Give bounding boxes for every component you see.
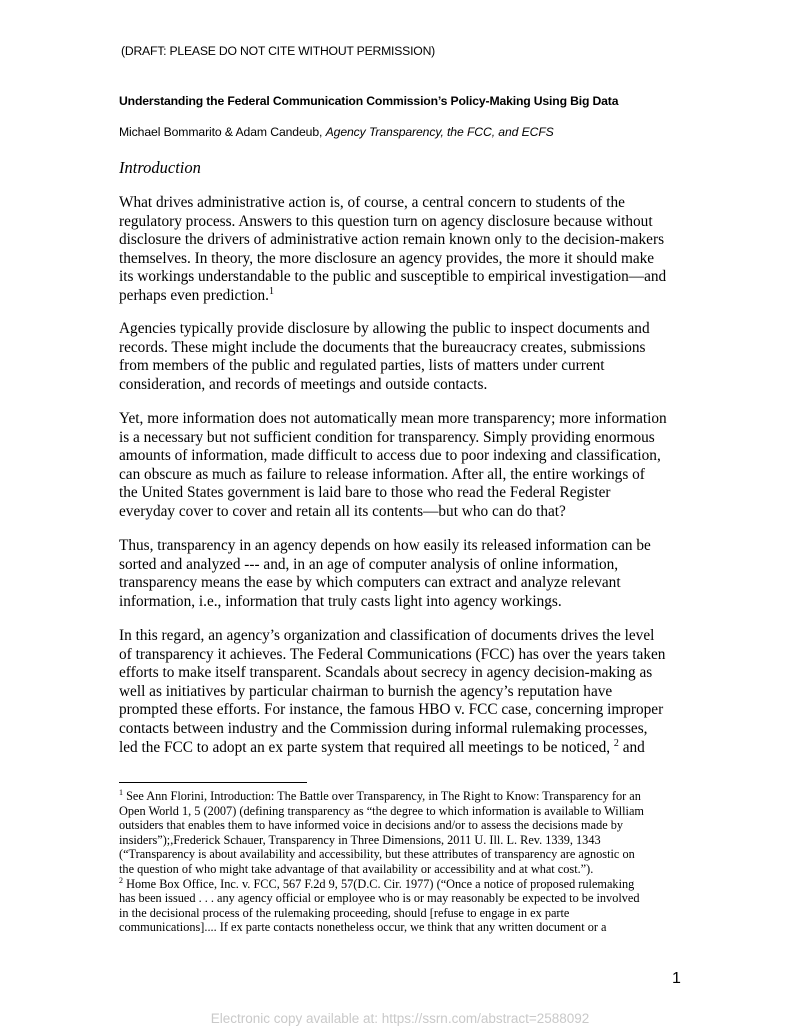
footnote-line: the question of who might take advantage of that availability or accessibility and at what cost.”). xyxy=(119,861,594,876)
paragraph xyxy=(119,537,689,611)
footnote xyxy=(119,877,689,935)
text-line: information, i.e., information that truly casts light into agency workings. xyxy=(119,592,562,610)
footnote-line: communications].... If ex parte contacts nonetheless occur, we think that any written document or a xyxy=(119,920,607,935)
footnote-number: 2 xyxy=(119,875,123,885)
footnote-ref: 1 xyxy=(268,285,274,297)
paragraph xyxy=(119,194,689,306)
text-line xyxy=(119,287,689,306)
text-line: its workings understandable to the public and susceptible to empirical investigation—and xyxy=(119,268,667,286)
footnote-ref: 2 xyxy=(613,737,619,749)
text-line: is a necessary but not sufficient condition for transparency. Simply providing enormous xyxy=(119,428,655,446)
page-number: 1 xyxy=(672,970,681,987)
text-line: well as initiatives by particular chairman to burnish the agency’s reputation have xyxy=(119,682,613,700)
text-line: contacts between industry and the Commission during informal rulemaking processes, xyxy=(119,719,648,737)
text-line: of transparency it achieves. The Federal Communications (FCC) has over the years taken xyxy=(119,645,666,663)
text-line: everyday cover to cover and retain all its contents—but who can do that? xyxy=(119,502,566,520)
text-line: Thus, transparency in an agency depends on how easily its released information can be xyxy=(119,537,651,554)
footnote-number: 1 xyxy=(119,788,123,797)
text-line: regulatory process. Answers to this question turn on agency disclosure because without xyxy=(119,212,653,230)
text-fragment: and xyxy=(618,738,645,756)
paragraph xyxy=(119,320,689,394)
text-line: sorted and analyzed --- and, in an age of computer analysis of online information, xyxy=(119,555,619,573)
footnote xyxy=(119,789,689,877)
text-line: the United States government is laid bare to those who read the Federal Register xyxy=(119,484,611,502)
section-heading: Introduction xyxy=(119,158,201,177)
text-line: In this regard, an agency’s organization and classification of documents drives the level xyxy=(119,627,655,644)
text-line: consideration, and records of meetings and outside contacts. xyxy=(119,375,488,393)
text-line: records. These might include the documents that the bureaucracy creates, submissions xyxy=(119,338,646,356)
text-line: Agencies typically provide disclosure by allowing the public to inspect documents and xyxy=(119,320,650,337)
text-line: disclosure the drivers of administrative action remain known only to the decision-makers xyxy=(119,231,665,249)
text-fragment: Home Box Office, Inc. v. FCC, 567 F.2d 9, 57(D.C. Cir. 1977) (“Once a notice of proposed rulemaking xyxy=(123,876,635,891)
text-fragment: See Ann Florini, Introduction: The Battle over Transparency, in The Right to Know: Transparency for an xyxy=(123,789,641,803)
footnote-separator xyxy=(119,782,307,783)
text-line: prompted these efforts. For instance, the famous HBO v. FCC case, concerning improper xyxy=(119,701,664,719)
text-line: transparency means the ease by which computers can extract and analyze relevant xyxy=(119,574,621,592)
text-line: What drives administrative action is, of course, a central concern to students of the xyxy=(119,194,625,211)
draft-notice: (DRAFT: PLEASE DO NOT CITE WITHOUT PERMISSION) xyxy=(121,44,436,58)
paragraph xyxy=(119,627,689,757)
text-line: themselves. In theory, the more disclosure an agency provides, the more it should make xyxy=(119,249,655,267)
ssrn-watermark: Electronic copy available at: https://ssrn.com/abstract=2588092 xyxy=(210,1011,590,1026)
footnote-line xyxy=(119,789,689,804)
footnotes xyxy=(119,789,689,935)
footnote-line: insiders”);,Frederick Schauer, Transparency in Three Dimensions, 2011 U. Ill. L. Rev. 1339, 1343 xyxy=(119,832,601,847)
text-fragment: led the FCC to adopt an ex parte system that required all meetings to be noticed, xyxy=(119,738,614,756)
text-fragment: perhaps even prediction. xyxy=(119,286,269,304)
footnote-line xyxy=(119,877,689,892)
text-line: amounts of information, made difficult to access due to poor indexing and classification, xyxy=(119,447,661,465)
working-title: Agency Transparency, the FCC, and ECFS xyxy=(325,125,554,139)
text-line: efforts to make itself transparent. Scandals about secrecy in agency decision-making as xyxy=(119,664,653,682)
footnote-line: Open World 1, 5 (2007) (defining transparency as “the degree to which information is available to William xyxy=(119,803,644,818)
footnote-line: outsiders that enables them to have informed voice in decisions and/or to assess the decisions made by xyxy=(119,818,624,833)
footnote-line: has been issued . . . any agency official or employee who is or may reasonably be expected to be involved xyxy=(119,891,640,906)
footnote-line: in the decisional process of the rulemaking proceeding, should [refuse to engage in ex parte xyxy=(119,905,570,920)
text-line: can obscure as much as failure to release information. After all, the entire workings of xyxy=(119,465,645,483)
author-line xyxy=(119,125,554,139)
text-line: Yet, more information does not automatically mean more transparency; more information xyxy=(119,410,667,427)
paragraph xyxy=(119,410,689,522)
footnote-line: (“Transparency is about availability and accessibility, but these attributes of transparency are agnostic on xyxy=(119,847,635,862)
authors: Michael Bommarito & Adam Candeub, xyxy=(119,125,326,139)
text-line: from members of the public and regulated parties, lists of matters under current xyxy=(119,357,605,375)
text-line xyxy=(119,739,689,758)
paper-title: Understanding the Federal Communication Commission’s Policy-Making Using Big Data xyxy=(119,94,619,108)
